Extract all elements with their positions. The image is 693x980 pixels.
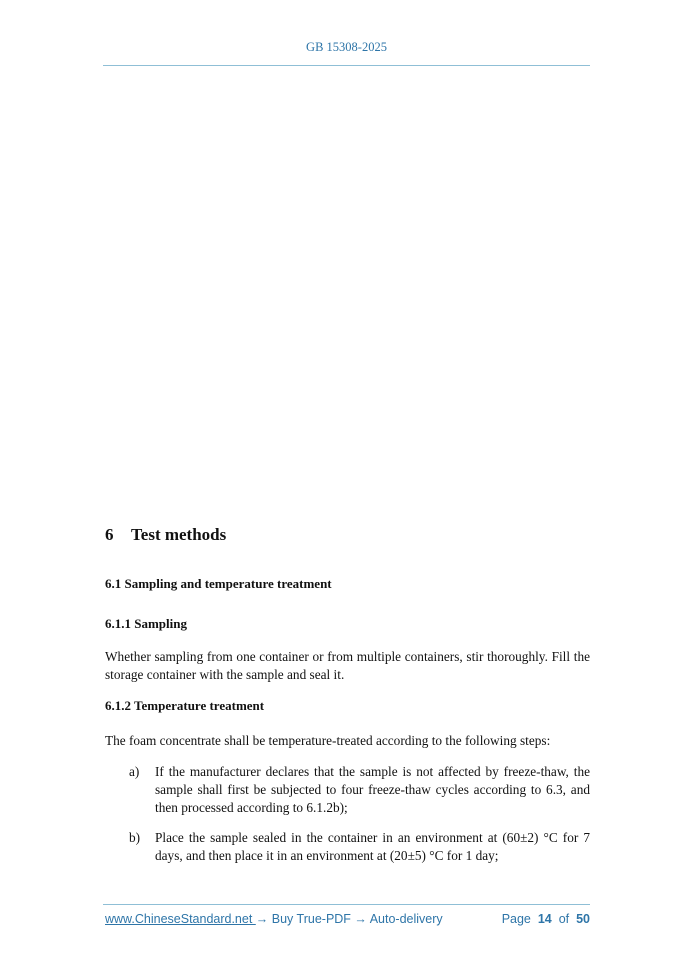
list-item (129, 763, 590, 817)
list-item-text: If the manufacturer declares that the sample is not affected by freeze-thaw, the sample shall first be subjected to four freeze-thaw cycles according to 6.3, and then processed according to 6.1.2b); (155, 764, 590, 815)
section-number: 6 (105, 525, 114, 544)
list-marker: a) (129, 764, 140, 779)
sampling-paragraph: Whether sampling from one container or from multiple containers, stir thoroughly. Fill the storage container with the sample and seal it. (105, 649, 590, 682)
section-heading (105, 525, 590, 545)
page-indicator (502, 912, 590, 926)
subsection-6-1-2-heading: 6.1.2 Temperature treatment (105, 698, 265, 713)
list-item-text: Place the sample sealed in the container in an environment at (60±2) °C for 7 days, and then place it in an environment at (20±5) °C for 1 day; (155, 830, 590, 863)
auto-delivery-text: Auto-delivery (366, 912, 443, 926)
subsection-6-1-1-heading: 6.1.1 Sampling (105, 616, 187, 631)
list-marker: b) (129, 830, 141, 845)
footer-divider (103, 904, 590, 905)
website-link[interactable]: www.ChineseStandard.net (105, 912, 256, 926)
buy-text: Buy True-PDF (268, 912, 355, 926)
arrow-icon: → (354, 912, 367, 926)
subsection-6-1-heading: 6.1 Sampling and temperature treatment (105, 576, 332, 591)
header-doc-id: GB 15308-2025 (306, 40, 387, 54)
list-item (129, 829, 590, 865)
arrow-icon: → (255, 912, 269, 926)
header-divider (103, 65, 590, 66)
page-total: 50 (576, 912, 590, 926)
temperature-paragraph: The foam concentrate shall be temperature-treated according to the following steps: (105, 733, 551, 748)
footer (105, 912, 590, 926)
of-label: of (558, 912, 570, 926)
page-number: 14 (537, 912, 552, 926)
page-label: Page (501, 912, 531, 926)
section-title: Test methods (131, 525, 227, 544)
